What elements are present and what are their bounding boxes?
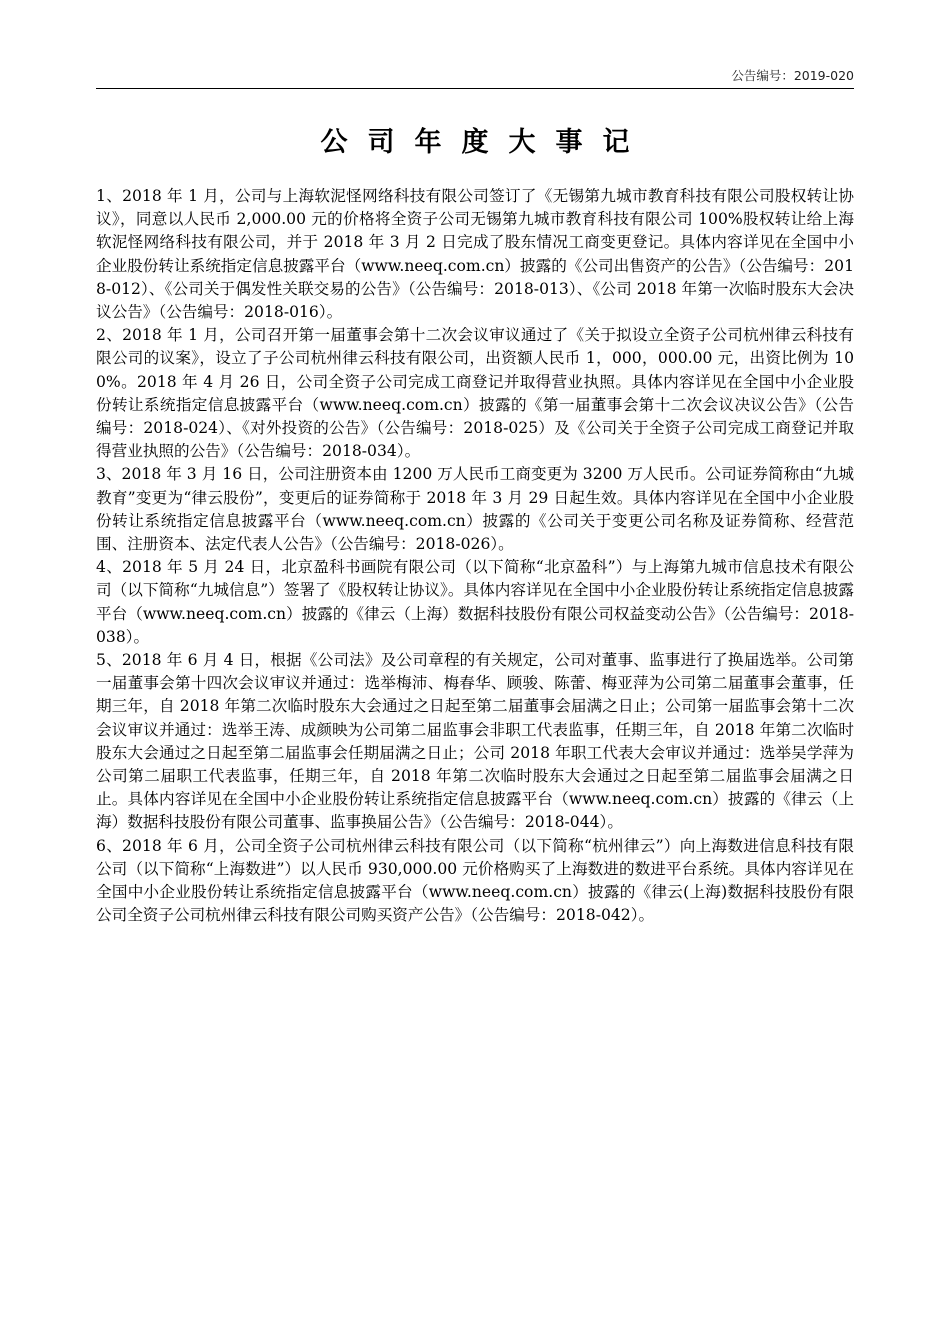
event-item-6: 6、2018 年 6 月，公司全资子公司杭州律云科技有限公司（以下简称“杭州律云”）向上海数进信息科技有限公司（以下简称“上海数进”）以人民币 930,000.00 元价格购买了上海数进的数进平台系统。具体内容详见在全国中小企业股份转让系统指定信息披露平台（www.neeq.com.cn）披露的《律云(上海)数据科技股份有限公司全资子公司杭州律云科技有限公司购买资产公告》（公告编号：2018-042）。	[96, 836, 854, 925]
event-item-3: 3、2018 年 3 月 16 日，公司注册资本由 1200 万人民币工商变更为 3200 万人民币。公司证券简称由“九城教育”变更为“律云股份”，变更后的证券简称于 2018 年 3 月 29 日起生效。具体内容详见在全国中小企业股份转让系统指定信息披露平台（www.neeq.com.cn）披露的《公司关于变更公司名称及证券简称、经营范围、注册资本、法定代表人公告》（公告编号：2018-026）。	[96, 465, 854, 554]
header-divider	[96, 88, 854, 89]
announcement-number: 公告编号：2019-020	[731, 68, 854, 83]
event-item-4: 4、2018 年 5 月 24 日，北京盈科书画院有限公司（以下简称“北京盈科”）与上海第九城市信息技术有限公司（以下简称“九城信息”）签署了《股权转让协议》。具体内容详见在全国中小企业股份转让系统指定信息披露平台（www.neeq.com.cn）披露的《律云（上海）数据科技股份有限公司权益变动公告》（公告编号：2018-038）。	[96, 558, 854, 646]
event-item-5: 5、2018 年 6 月 4 日，根据《公司法》及公司章程的有关规定，公司对董事、监事进行了换届选举。公司第一届董事会第十四次会议审议并通过：选举梅沛、梅春华、顾骏、陈蕾、梅亚萍为公司第二届董事会董事，任期三年，自 2018 年第二次临时股东大会通过之日起至第二届董事会届满之日止；公司第一届监事会第十二次会议审议并通过：选举王涛、成颜映为公司第二届监事会非职工代表监事，任期三年，自 2018 年第二次临时股东大会通过之日起至第二届监事会任期届满之日止；公司 2018 年职工代表大会审议并通过：选举吴学萍为公司第二届职工代表监事，任期三年，自 2018 年第二次临时股东大会通过之日起至第二届监事会届满之日止。具体内容详见在全国中小企业股份转让系统指定信息披露平台（www.neeq.com.cn）披露的《律云（上海）数据科技股份有限公司董事、监事换届公告》（公告编号：2018-044）。	[96, 651, 854, 832]
event-item-1: 1、2018 年 1 月，公司与上海软泥怪网络科技有限公司签订了《无锡第九城市教育科技有限公司股权转让协议》，同意以人民币 2,000.00 元的价格将全资子公司无锡第九城市教育科技有限公司 100%股权转让给上海软泥怪网络科技有限公司，并于 2018 年 3 月 2 日完成了股东情况工商变更登记。具体内容详见在全国中小企业股份转让系统指定信息披露平台（www.neeq.com.cn）披露的《公司出售资产的公告》（公告编号：2018-012）、《公司关于偶发性关联交易的公告》（公告编号：2018-013）、《公司 2018 年第一次临时股东大会决议公告》（公告编号：2018-016）。	[96, 187, 854, 322]
event-item-2: 2、2018 年 1 月，公司召开第一届董事会第十二次会议审议通过了《关于拟设立全资子公司杭州律云科技有限公司的议案》，设立了子公司杭州律云科技有限公司，出资额人民币 1，000，000.00 元，出资比例为 100%。2018 年 4 月 26 日，公司全资子公司完成工商登记并取得营业执照。具体内容详见在全国中小企业股份转让系统指定信息披露平台（www.neeq.com.cn）披露的《第一届董事会第十二次会议决议公告》（公告编号：2018-024）、《对外投资的公告》（公告编号：2018-025）及《公司关于全资子公司完成工商登记并取得营业执照的公告》（公告编号：2018-034）。	[96, 326, 854, 461]
document-body	[96, 185, 854, 928]
page-title: 公司年度大事记	[320, 127, 650, 158]
